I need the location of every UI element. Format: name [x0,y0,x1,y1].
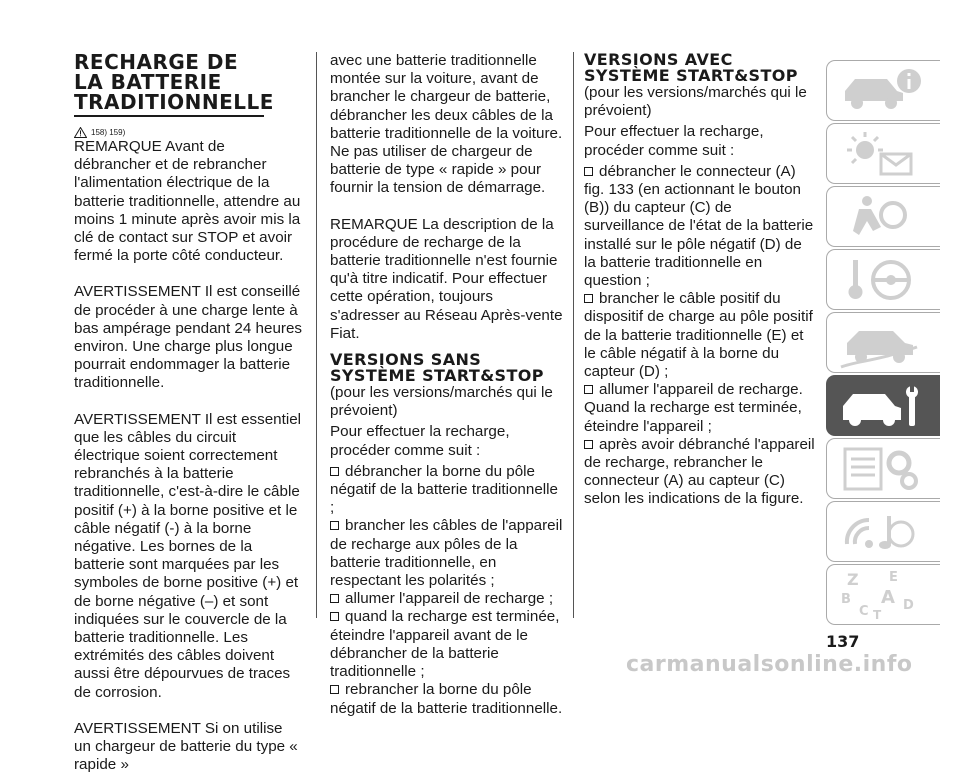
key-steering-icon [837,254,927,306]
index-letter: T [873,608,882,621]
paragraph: (pour les versions/marchés qui le prévoient) [584,84,807,120]
list-item: allumer l'appareil de recharge. Quand la recharge est terminée, éteindre l'appareil ; [584,381,803,435]
section-title-recharge: RECHARGE DE LA BATTERIE TRADITIONNELLE [74,52,302,117]
paragraph: Pour effectuer la recharge, procéder comme suit : [330,423,510,459]
paragraph: AVERTISSEMENT Il est conseillé de procéder à une charge lente à bas ampérage pendant 24 heures environ. Une charge plus longue pourrait endommager la batterie traditionnelle. [74,283,302,392]
list-item: brancher le câble positif du dispositif de charge au pôle positif de la batterie traditionnelle (E) et le câble négatif à la borne du capteur (D) ; [584,290,813,381]
side-tab-technical-data[interactable] [826,438,940,499]
checkbox-bullet-icon [330,685,339,694]
side-tab-multimedia[interactable] [826,501,940,562]
checkbox-bullet-icon [330,594,339,603]
checkbox-bullet-icon [330,521,339,530]
checkbox-bullet-icon [584,440,593,449]
paragraph: (pour les versions/marchés qui le prévoient) [330,384,553,420]
list-item: brancher les câbles de l'appareil de recharge aux pôles de la batterie traditionnelle, en respectant les polarités ; [330,517,563,590]
list-item: quand la recharge est terminée, éteindre l'appareil avant de le débrancher de la batterie traditionnelle ; [330,608,560,681]
checkbox-bullet-icon [584,294,593,303]
technical-data-icon [837,443,927,495]
list-item: rebrancher la borne du pôle négatif de la batterie traditionnelle. [330,681,563,717]
car-road-icon [837,317,927,369]
page-number: 137 [826,632,860,651]
index-letter: A [881,587,895,608]
index-letter: E [889,570,898,585]
index-letter: C [859,604,869,619]
list-item: débrancher la borne du pôle négatif de la batterie traditionnelle ; [330,462,558,517]
watermark: carmanualsonline.info [626,652,913,677]
paragraph: avec une batterie traditionnelle montée sur la voiture, avant de brancher le chargeur de batterie, débrancher les deux câbles de la batterie traditionnelle de la voiture. Ne pas utiliser de chargeur de batterie de type « rapide » pour fournir la tension de démarrage. [330,52,563,197]
checkbox-bullet-icon [584,385,593,394]
warning-triangle-icon [74,127,87,138]
paragraph: REMARQUE La description de la procédure de recharge de la batterie traditionnelle n'est fournie qu'à titre indicatif. Pour effectuer cette opération, toujours s'adresser au Réseau Après-vente Fiat. [330,215,563,342]
section-title-avec-start-stop: VERSIONS AVEC SYSTÈME START&STOP [584,50,798,85]
side-tab-car-wrench[interactable] [826,375,940,436]
column-divider [316,52,317,618]
multimedia-icon [837,506,927,558]
paragraph: REMARQUE Avant de débrancher et de rebrancher l'alimentation électrique de la batterie traditionnelle, attendre au moins 1 minute après avoir mis la clé de contact sur STOP et avoir fermé la porte côté conducteur. [74,138,301,265]
section-title-sans-start-stop: VERSIONS SANS SYSTÈME START&STOP [330,350,544,386]
checkbox-bullet-icon [330,467,339,476]
car-info-icon [837,65,927,117]
paragraph: Pour effectuer la recharge, procéder comme suit : [584,123,764,159]
title-underline [74,115,264,117]
checkbox-bullet-icon [584,167,593,176]
warning-refs-text: 158) 159) [91,128,126,137]
car-wrench-icon [837,380,927,432]
paragraph: AVERTISSEMENT Il est essentiel que les câbles du circuit électrique soient correctement rebranchés à la batterie traditionnelle, c'est-à-dire le câble positif (+) à la borne positive et le câble négatif (-) à la borne négative. Les bornes de la batterie sont marquées par les symboles de borne positive (+) et de borne négative (–) et sont indiquées sur le couvercle de la batterie traditionnelle. Les extrémités des câbles doivent aussi être dépourvues de traces de corrosion. [74,410,302,701]
list-item: débrancher le connecteur (A) fig. 133 (en actionnant le bouton (B)) du capteur (C) de surveillance de l'état de la batterie installé sur le pôle négatif (D) de la batterie traditionnelle en question ; [584,162,814,290]
side-tab-car-info[interactable] [826,60,940,121]
list-item: allumer l'appareil de recharge ; [330,590,566,608]
column-divider [573,52,574,618]
list-item: après avoir débranché l'appareil de recharge, rebrancher le connecteur (A) au capteur (C) selon les indications de la figure. [584,435,815,508]
side-tab-index[interactable] [826,564,940,625]
paragraph: AVERTISSEMENT Si on utilise un chargeur de batterie du type « rapide » [74,719,298,774]
checkbox-bullet-icon [330,612,339,621]
side-tab-safety[interactable] [826,186,940,247]
warning-refs [74,127,302,138]
safety-airbag-icon [837,191,927,243]
side-tab-car-road[interactable] [826,312,940,373]
column-2 [330,52,566,718]
side-tab-key-steering[interactable] [826,249,940,310]
side-tab-warning-lights[interactable] [826,123,940,184]
index-letter: D [903,598,914,613]
column-1 [74,52,302,775]
warning-lights-icon [837,128,927,180]
column-3 [584,52,816,509]
index-letter: B [841,592,851,607]
index-letter: Z [847,570,859,589]
index-letters-icon [837,569,927,621]
